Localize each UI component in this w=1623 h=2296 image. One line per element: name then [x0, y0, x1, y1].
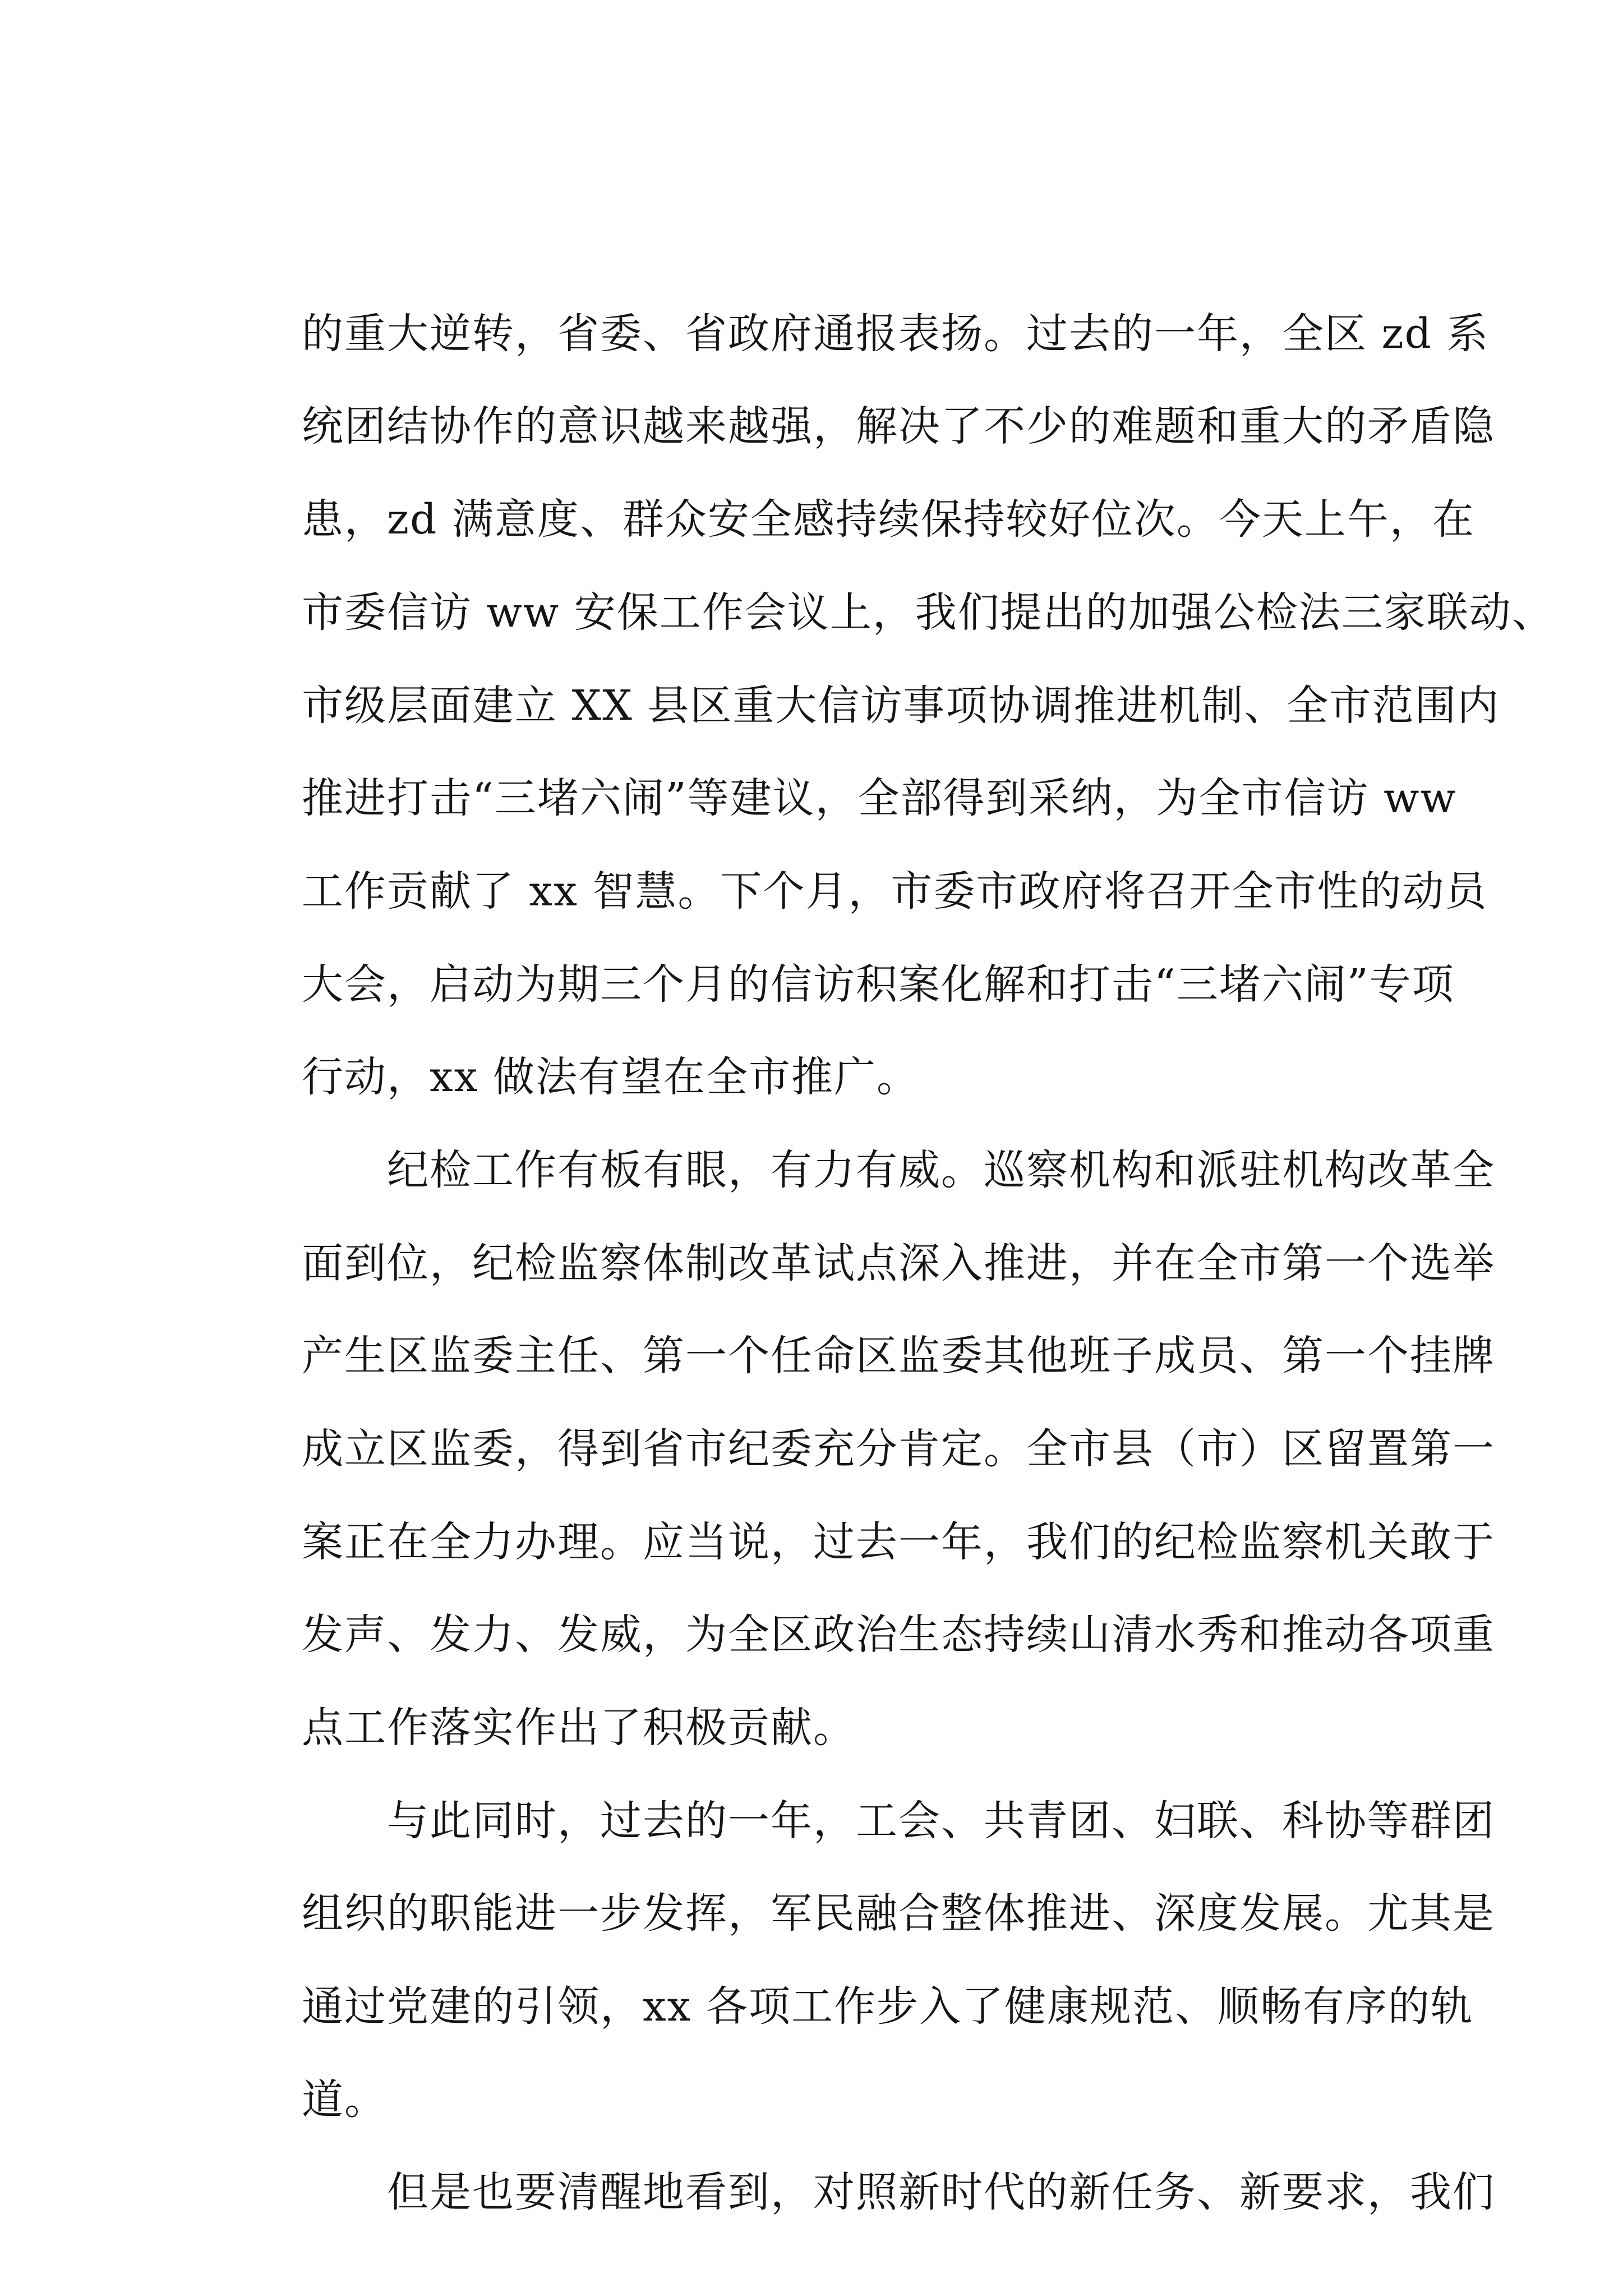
paragraph-first-line: 但是也要清醒地看到，对照新时代的新任务、新要求，我们	[387, 2168, 1495, 2216]
paragraph-first-line: 纪检工作有板有眼，有力有威。巡察机构和派驻机构改革全	[387, 1146, 1495, 1194]
text-line: 推进打击“三堵六闹”等建议，全部得到采纳，为全市信访 ww	[302, 774, 1457, 822]
text-line: 道。	[302, 2076, 387, 2124]
text-line: 的重大逆转，省委、省政府通报表扬。过去的一年，全区 zd 系	[302, 310, 1490, 358]
text-line: 面到位，纪检监察体制改革试点深入推进，并在全市第一个选举	[302, 1239, 1495, 1287]
text-line: 成立区监委，得到省市纪委充分肯定。全市县（市）区留置第一	[302, 1425, 1495, 1473]
text-line: 市级层面建立 XX 县区重大信访事项协调推进机制、全市范围内	[302, 682, 1500, 730]
text-line: 案正在全力办理。应当说，过去一年，我们的纪检监察机关敢于	[302, 1518, 1495, 1566]
paragraph-first-line: 与此同时，过去的一年，工会、共青团、妇联、科协等群团	[387, 1797, 1495, 1845]
text-line: 点工作落实作出了积极贡献。	[302, 1704, 856, 1752]
text-line: 市委信访 ww 安保工作会议上，我们提出的加强公检法三家联动、	[302, 588, 1555, 637]
text-line: 发声、发力、发威，为全区政治生态持续山清水秀和推动各项重	[302, 1611, 1495, 1659]
text-line: 组织的职能进一步发挥，军民融合整体推进、深度发展。尤其是	[302, 1889, 1495, 1938]
text-line: 行动，xx 做法有望在全市推广。	[302, 1053, 919, 1101]
text-line: 产生区监委主任、第一个任命区监委其他班子成员、第一个挂牌	[302, 1332, 1495, 1380]
text-line: 统团结协作的意识越来越强，解决了不少的难题和重大的矛盾隐	[302, 402, 1495, 450]
text-line: 工作贡献了 xx 智慧。下个月，市委市政府将召开全市性的动员	[302, 867, 1488, 915]
text-line: 通过党建的引领，xx 各项工作步入了健康规范、顺畅有序的轨	[302, 1982, 1473, 2031]
text-line: 大会，启动为期三个月的信访积案化解和打击“三堵六闹”专项	[302, 960, 1455, 1009]
text-line: 患，zd 满意度、群众安全感持续保持较好位次。今天上午，在	[302, 495, 1475, 544]
